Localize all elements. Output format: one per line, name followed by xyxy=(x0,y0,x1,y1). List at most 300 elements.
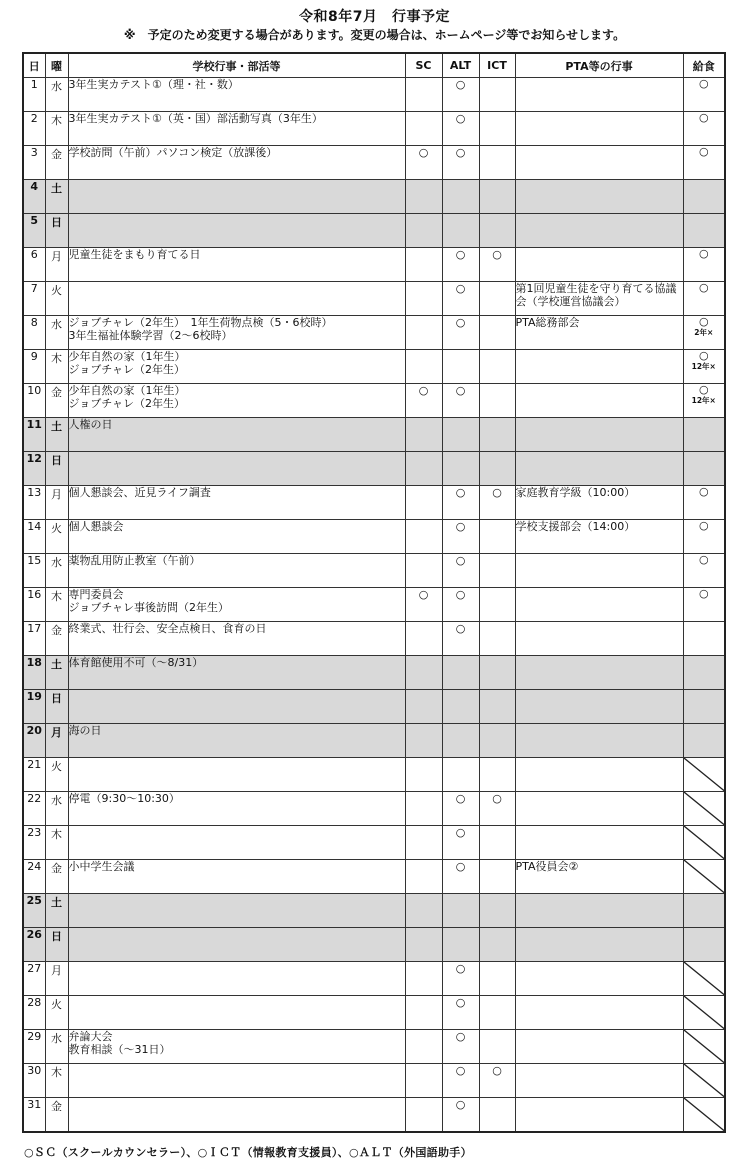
sc-cell xyxy=(405,452,442,486)
ict-cell xyxy=(479,826,515,860)
sc-cell xyxy=(405,860,442,894)
lunch-cell xyxy=(683,792,725,826)
events-cell xyxy=(68,214,405,248)
pta-cell xyxy=(515,690,683,724)
lunch-cell xyxy=(683,486,725,520)
schedule-notice: ※ 予定のため変更する場合があります。変更の場合は、ホームページ等でお知らせします。 xyxy=(123,28,626,42)
weekday-cell: 木 xyxy=(45,826,68,860)
pta-cell xyxy=(515,894,683,928)
day-cell: 31 xyxy=(23,1098,45,1133)
events-cell: 停電（9:30～10:30） xyxy=(68,792,405,826)
day-cell: 3 xyxy=(23,146,45,180)
lunch-cell xyxy=(683,928,725,962)
ict-cell xyxy=(479,384,515,418)
header-ict: ICT xyxy=(479,53,515,78)
alt-cell: ○ xyxy=(442,962,479,996)
table-row xyxy=(23,1064,725,1098)
day-cell: 25 xyxy=(23,894,45,928)
lunch-cell xyxy=(683,962,725,996)
lunch-cell xyxy=(683,860,725,894)
pta-cell xyxy=(515,112,683,146)
table-row xyxy=(23,656,725,690)
ict-cell xyxy=(479,146,515,180)
events-cell: 海の日 xyxy=(68,724,405,758)
events-cell: 少年自然の家（1年生） ジョブチャレ（2年生） xyxy=(68,384,405,418)
sc-cell xyxy=(405,316,442,350)
events-cell: 体育館使用不可（～8/31） xyxy=(68,656,405,690)
lunch-cell xyxy=(683,894,725,928)
pta-cell: PTA役員会② xyxy=(515,860,683,894)
lunch-cell xyxy=(683,520,725,554)
lunch-cell xyxy=(683,214,725,248)
alt-cell xyxy=(442,928,479,962)
day-cell: 18 xyxy=(23,656,45,690)
pta-cell xyxy=(515,792,683,826)
day-cell: 10 xyxy=(23,384,45,418)
day-cell: 9 xyxy=(23,350,45,384)
pta-cell xyxy=(515,146,683,180)
sc-cell xyxy=(405,520,442,554)
alt-cell: ○ xyxy=(442,622,479,656)
ict-cell xyxy=(479,520,515,554)
lunch-mark: ○ xyxy=(698,281,709,294)
pta-cell xyxy=(515,350,683,384)
pta-cell xyxy=(515,996,683,1030)
sc-cell xyxy=(405,282,442,316)
header-lunch: 給食 xyxy=(683,53,725,78)
day-cell: 13 xyxy=(23,486,45,520)
table-row xyxy=(23,690,725,724)
table-row xyxy=(23,282,725,316)
day-cell: 24 xyxy=(23,860,45,894)
weekday-cell: 土 xyxy=(45,418,68,452)
page-title: 令和8年7月 行事予定 xyxy=(299,9,450,25)
pta-cell xyxy=(515,588,683,622)
alt-cell: ○ xyxy=(442,146,479,180)
pta-cell xyxy=(515,826,683,860)
header-events: 学校行事・部活等 xyxy=(68,53,405,78)
alt-cell: ○ xyxy=(442,78,479,112)
events-cell: ジョブチャレ（2年生） 1年生荷物点検（5・6校時） 3年生福祉体験学習（2～6校時） xyxy=(68,316,405,350)
day-cell: 11 xyxy=(23,418,45,452)
pta-cell xyxy=(515,724,683,758)
lunch-cell xyxy=(683,554,725,588)
alt-cell: ○ xyxy=(442,384,479,418)
weekday-cell: 日 xyxy=(45,452,68,486)
lunch-cell xyxy=(683,146,725,180)
alt-cell xyxy=(442,418,479,452)
alt-cell: ○ xyxy=(442,1064,479,1098)
no-lunch-slash-icon xyxy=(684,1030,725,1063)
alt-cell: ○ xyxy=(442,792,479,826)
sc-cell xyxy=(405,78,442,112)
pta-cell: 第1回児童生徒を守り育てる協議会（学校運営協議会） xyxy=(515,282,683,316)
lunch-mark: ○ xyxy=(698,587,709,600)
lunch-cell xyxy=(683,1030,725,1064)
lunch-cell xyxy=(683,282,725,316)
day-cell: 29 xyxy=(23,1030,45,1064)
pta-cell xyxy=(515,928,683,962)
weekday-cell: 土 xyxy=(45,656,68,690)
weekday-cell: 木 xyxy=(45,588,68,622)
ict-cell xyxy=(479,588,515,622)
alt-cell: ○ xyxy=(442,520,479,554)
ict-cell xyxy=(479,690,515,724)
pta-cell xyxy=(515,758,683,792)
ict-cell xyxy=(479,112,515,146)
sc-cell xyxy=(405,894,442,928)
lunch-cell xyxy=(683,78,725,112)
table-header-row xyxy=(23,53,725,78)
weekday-cell: 金 xyxy=(45,384,68,418)
ict-cell xyxy=(479,622,515,656)
day-cell: 30 xyxy=(23,1064,45,1098)
sc-cell xyxy=(405,1030,442,1064)
sc-cell: ○ xyxy=(405,146,442,180)
day-cell: 6 xyxy=(23,248,45,282)
events-cell: 弁論大会 教育相談（～31日） xyxy=(68,1030,405,1064)
events-cell xyxy=(68,826,405,860)
alt-cell: ○ xyxy=(442,248,479,282)
alt-cell: ○ xyxy=(442,112,479,146)
ict-cell xyxy=(479,452,515,486)
header-pta: PTA等の行事 xyxy=(515,53,683,78)
table-row xyxy=(23,996,725,1030)
pta-cell xyxy=(515,1030,683,1064)
lunch-note: 2年× xyxy=(694,328,714,337)
weekday-cell: 土 xyxy=(45,180,68,214)
sc-cell xyxy=(405,724,442,758)
pta-cell xyxy=(515,962,683,996)
lunch-note: 12年× xyxy=(691,396,716,405)
sc-cell xyxy=(405,1064,442,1098)
alt-cell: ○ xyxy=(442,860,479,894)
pta-cell xyxy=(515,78,683,112)
table-row xyxy=(23,452,725,486)
alt-cell: ○ xyxy=(442,554,479,588)
pta-cell xyxy=(515,180,683,214)
ict-cell xyxy=(479,656,515,690)
lunch-mark: ○ xyxy=(698,111,709,124)
alt-cell: ○ xyxy=(442,316,479,350)
ict-cell xyxy=(479,316,515,350)
table-row xyxy=(23,316,725,350)
no-lunch-slash-icon xyxy=(684,1098,725,1131)
events-cell: 3年生実カテスト①（理・社・数） xyxy=(68,78,405,112)
events-cell xyxy=(68,180,405,214)
alt-cell: ○ xyxy=(442,1030,479,1064)
alt-cell xyxy=(442,656,479,690)
weekday-cell: 水 xyxy=(45,554,68,588)
table-row xyxy=(23,112,725,146)
pta-cell: 家庭教育学級（10:00） xyxy=(515,486,683,520)
pta-cell xyxy=(515,248,683,282)
ict-cell xyxy=(479,214,515,248)
lunch-cell xyxy=(683,622,725,656)
ict-cell: ○ xyxy=(479,486,515,520)
weekday-cell: 火 xyxy=(45,758,68,792)
lunch-cell xyxy=(683,1064,725,1098)
day-cell: 8 xyxy=(23,316,45,350)
events-cell xyxy=(68,758,405,792)
events-cell: 児童生徒をまもり育てる日 xyxy=(68,248,405,282)
day-cell: 20 xyxy=(23,724,45,758)
table-row xyxy=(23,826,725,860)
table-row xyxy=(23,860,725,894)
weekday-cell: 火 xyxy=(45,520,68,554)
alt-cell xyxy=(442,894,479,928)
ict-cell: ○ xyxy=(479,792,515,826)
ict-cell xyxy=(479,350,515,384)
sc-cell xyxy=(405,792,442,826)
alt-cell xyxy=(442,724,479,758)
events-cell: 小中学生会議 xyxy=(68,860,405,894)
sc-cell xyxy=(405,656,442,690)
alt-cell: ○ xyxy=(442,1098,479,1133)
pta-cell: 学校支援部会（14:00） xyxy=(515,520,683,554)
sc-cell xyxy=(405,112,442,146)
lunch-mark: ○ xyxy=(698,145,709,158)
sc-cell xyxy=(405,248,442,282)
table-row xyxy=(23,418,725,452)
alt-cell xyxy=(442,452,479,486)
sc-cell xyxy=(405,826,442,860)
pta-cell xyxy=(515,214,683,248)
events-cell: 専門委員会 ジョブチャレ事後訪問（2年生） xyxy=(68,588,405,622)
events-cell: 個人懇談会、近見ライフ調査 xyxy=(68,486,405,520)
ict-cell xyxy=(479,282,515,316)
sc-cell xyxy=(405,996,442,1030)
lunch-cell xyxy=(683,452,725,486)
sc-cell xyxy=(405,554,442,588)
no-lunch-slash-icon xyxy=(684,1064,725,1097)
pta-cell xyxy=(515,554,683,588)
day-cell: 26 xyxy=(23,928,45,962)
events-cell xyxy=(68,1064,405,1098)
day-cell: 19 xyxy=(23,690,45,724)
weekday-cell: 水 xyxy=(45,1030,68,1064)
lunch-cell xyxy=(683,180,725,214)
header-day: 日 xyxy=(23,53,45,78)
table-row xyxy=(23,554,725,588)
sc-cell xyxy=(405,758,442,792)
ict-cell xyxy=(479,962,515,996)
day-cell: 4 xyxy=(23,180,45,214)
weekday-cell: 日 xyxy=(45,928,68,962)
lunch-cell xyxy=(683,724,725,758)
ict-cell: ○ xyxy=(479,1064,515,1098)
weekday-cell: 金 xyxy=(45,622,68,656)
weekday-cell: 金 xyxy=(45,1098,68,1133)
day-cell: 12 xyxy=(23,452,45,486)
alt-cell: ○ xyxy=(442,486,479,520)
weekday-cell: 火 xyxy=(45,282,68,316)
no-lunch-slash-icon xyxy=(684,826,725,859)
table-row xyxy=(23,146,725,180)
ict-cell xyxy=(479,78,515,112)
day-cell: 1 xyxy=(23,78,45,112)
ict-cell xyxy=(479,180,515,214)
weekday-cell: 水 xyxy=(45,792,68,826)
lunch-cell xyxy=(683,758,725,792)
table-row xyxy=(23,588,725,622)
lunch-cell xyxy=(683,826,725,860)
day-cell: 15 xyxy=(23,554,45,588)
ict-cell xyxy=(479,554,515,588)
ict-cell xyxy=(479,996,515,1030)
events-cell xyxy=(68,928,405,962)
day-cell: 22 xyxy=(23,792,45,826)
no-lunch-slash-icon xyxy=(684,860,725,893)
weekday-cell: 木 xyxy=(45,350,68,384)
weekday-cell: 木 xyxy=(45,112,68,146)
table-row xyxy=(23,78,725,112)
alt-cell xyxy=(442,758,479,792)
lunch-cell xyxy=(683,690,725,724)
table-row xyxy=(23,792,725,826)
lunch-mark: ○ xyxy=(698,519,709,532)
schedule-table xyxy=(22,52,726,1133)
day-cell: 21 xyxy=(23,758,45,792)
sc-cell xyxy=(405,486,442,520)
lunch-mark: ○ xyxy=(698,553,709,566)
table-row xyxy=(23,758,725,792)
no-lunch-slash-icon xyxy=(684,996,725,1029)
no-lunch-slash-icon xyxy=(684,962,725,995)
pta-cell xyxy=(515,656,683,690)
table-row xyxy=(23,350,725,384)
no-lunch-slash-icon xyxy=(684,758,725,791)
lunch-cell xyxy=(683,1098,725,1133)
no-lunch-slash-icon xyxy=(684,792,725,825)
weekday-cell: 月 xyxy=(45,486,68,520)
sc-cell xyxy=(405,350,442,384)
day-cell: 14 xyxy=(23,520,45,554)
lunch-mark: ○ xyxy=(698,77,709,90)
day-cell: 28 xyxy=(23,996,45,1030)
weekday-cell: 火 xyxy=(45,996,68,1030)
table-row xyxy=(23,894,725,928)
events-cell: 学校訪問（午前）パソコン検定（放課後） xyxy=(68,146,405,180)
alt-cell: ○ xyxy=(442,282,479,316)
sc-cell: ○ xyxy=(405,588,442,622)
lunch-note: 12年× xyxy=(691,362,716,371)
pta-cell xyxy=(515,418,683,452)
lunch-cell xyxy=(683,384,725,418)
table-row xyxy=(23,486,725,520)
pta-cell xyxy=(515,1064,683,1098)
lunch-cell xyxy=(683,996,725,1030)
sc-cell: ○ xyxy=(405,384,442,418)
ict-cell xyxy=(479,1030,515,1064)
lunch-mark: ○ xyxy=(698,485,709,498)
lunch-mark: ○ xyxy=(698,315,709,328)
events-cell xyxy=(68,996,405,1030)
weekday-cell: 月 xyxy=(45,248,68,282)
lunch-cell xyxy=(683,350,725,384)
alt-cell: ○ xyxy=(442,588,479,622)
sc-cell xyxy=(405,690,442,724)
pta-cell xyxy=(515,452,683,486)
ict-cell xyxy=(479,1098,515,1133)
weekday-cell: 金 xyxy=(45,146,68,180)
events-cell xyxy=(68,894,405,928)
sc-cell xyxy=(405,622,442,656)
table-row xyxy=(23,520,725,554)
table-row xyxy=(23,928,725,962)
events-cell xyxy=(68,690,405,724)
lunch-cell xyxy=(683,112,725,146)
weekday-cell: 水 xyxy=(45,316,68,350)
table-row xyxy=(23,180,725,214)
sc-cell xyxy=(405,1098,442,1133)
lunch-cell xyxy=(683,588,725,622)
header-sc: SC xyxy=(405,53,442,78)
legend-footer: ○ＳＣ（スクールカウンセラー）、○ＩＣＴ（情報教育支援員）、○ＡＬＴ（外国語助手） xyxy=(24,1146,472,1159)
table-row xyxy=(23,384,725,418)
lunch-cell xyxy=(683,248,725,282)
lunch-mark: ○ xyxy=(698,383,709,396)
sc-cell xyxy=(405,180,442,214)
weekday-cell: 土 xyxy=(45,894,68,928)
lunch-cell xyxy=(683,656,725,690)
events-cell xyxy=(68,452,405,486)
events-cell xyxy=(68,962,405,996)
sc-cell xyxy=(405,214,442,248)
table-row xyxy=(23,214,725,248)
day-cell: 23 xyxy=(23,826,45,860)
ict-cell xyxy=(479,860,515,894)
ict-cell xyxy=(479,928,515,962)
table-row xyxy=(23,1030,725,1064)
weekday-cell: 水 xyxy=(45,78,68,112)
events-cell xyxy=(68,1098,405,1133)
alt-cell xyxy=(442,690,479,724)
lunch-mark: ○ xyxy=(698,247,709,260)
pta-cell xyxy=(515,1098,683,1133)
weekday-cell: 月 xyxy=(45,724,68,758)
sc-cell xyxy=(405,962,442,996)
alt-cell xyxy=(442,214,479,248)
pta-cell xyxy=(515,622,683,656)
header-weekday: 曜 xyxy=(45,53,68,78)
day-cell: 2 xyxy=(23,112,45,146)
lunch-mark: ○ xyxy=(698,349,709,362)
day-cell: 16 xyxy=(23,588,45,622)
alt-cell: ○ xyxy=(442,826,479,860)
alt-cell xyxy=(442,180,479,214)
ict-cell: ○ xyxy=(479,248,515,282)
lunch-cell xyxy=(683,418,725,452)
pta-cell xyxy=(515,384,683,418)
sc-cell xyxy=(405,928,442,962)
weekday-cell: 月 xyxy=(45,962,68,996)
day-cell: 27 xyxy=(23,962,45,996)
events-cell xyxy=(68,282,405,316)
events-cell: 人権の日 xyxy=(68,418,405,452)
events-cell: 終業式、壮行会、安全点検日、食育の日 xyxy=(68,622,405,656)
events-cell: 少年自然の家（1年生） ジョブチャレ（2年生） xyxy=(68,350,405,384)
day-cell: 17 xyxy=(23,622,45,656)
weekday-cell: 木 xyxy=(45,1064,68,1098)
table-row xyxy=(23,248,725,282)
events-cell: 3年生実カテスト①（英・国）部活動写真（3年生） xyxy=(68,112,405,146)
events-cell: 薬物乱用防止教室（午前） xyxy=(68,554,405,588)
sc-cell xyxy=(405,418,442,452)
day-cell: 7 xyxy=(23,282,45,316)
alt-cell xyxy=(442,350,479,384)
table-row xyxy=(23,724,725,758)
